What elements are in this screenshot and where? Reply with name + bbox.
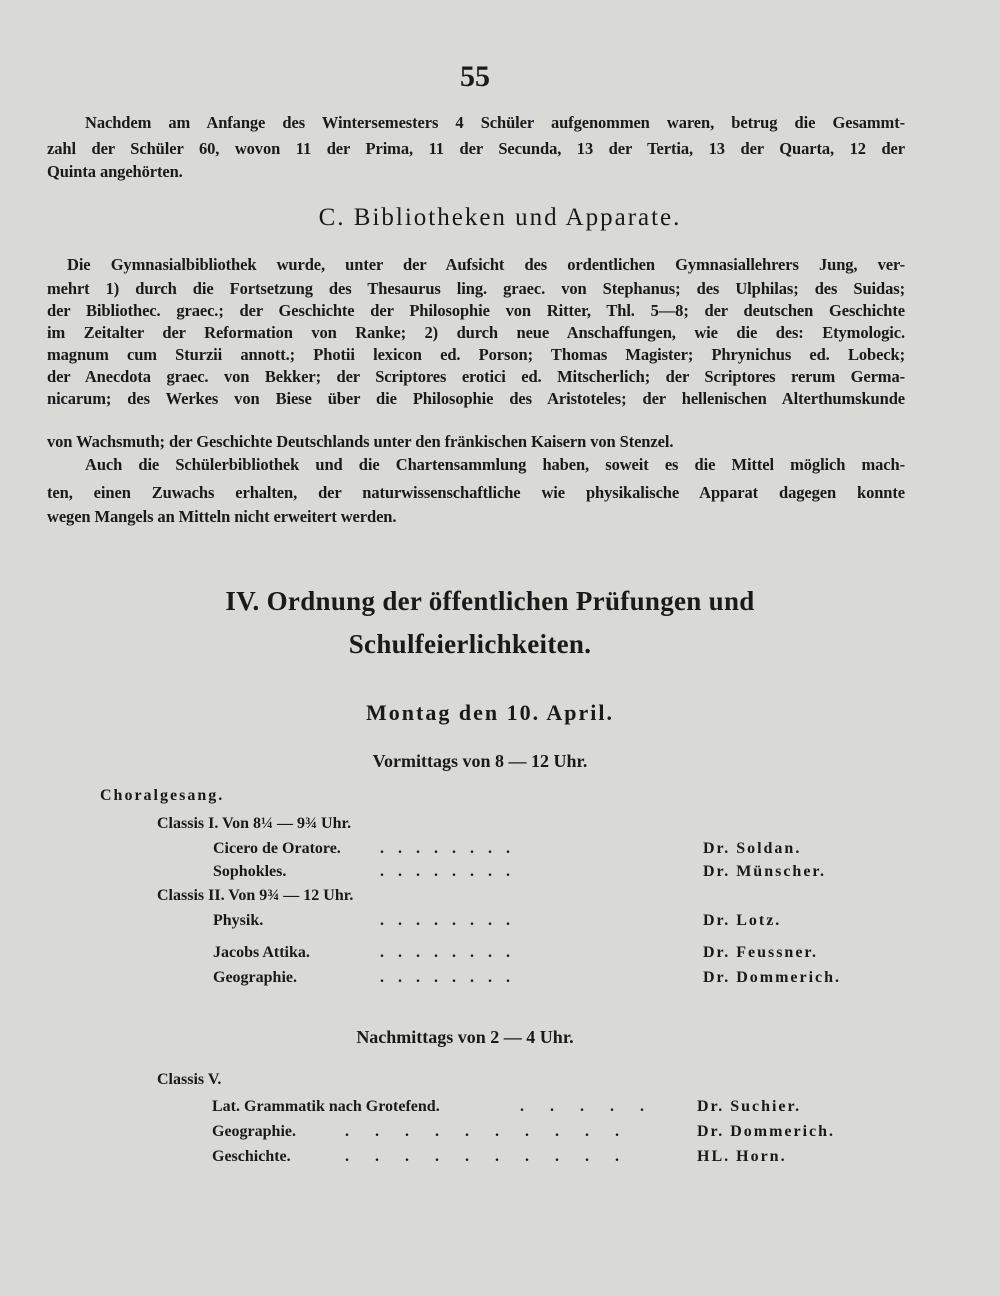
classis-5: Classis V. — [157, 1071, 222, 1088]
para2-line: der Bibliothec. graec.; der Geschichte der Philosophie von Ritter, Thl. 5—8; der deutschen Geschichte — [47, 301, 905, 320]
section-heading-c: C. Bibliotheken und Apparate. — [318, 204, 682, 231]
section-heading-iv-cont: Schulfeierlichkeiten. — [348, 629, 592, 659]
para2-line: von Wachsmuth; der Geschichte Deutschlands unter den fränkischen Kaisern von Stenzel. — [47, 432, 674, 451]
teacher: Dr. Suchier. — [697, 1098, 802, 1115]
teacher: Dr. Münscher. — [703, 863, 827, 880]
subject: Cicero de Oratore. — [213, 840, 341, 857]
teacher: Dr. Lotz. — [703, 912, 782, 929]
morning-heading: Vormittags von 8 — 12 Uhr. — [372, 751, 588, 771]
para1-line: Nachdem am Anfange des Wintersemesters 4 Schüler aufgenommen waren, betrug die Gesammt- — [85, 113, 905, 132]
leader-dots: ........ — [380, 969, 524, 986]
teacher: Dr. Dommerich. — [697, 1123, 836, 1140]
leader-dots: ........ — [380, 944, 524, 961]
leader-dots: ........ — [380, 863, 524, 880]
para2-line: Die Gymnasialbibliothek wurde, unter der Aufsicht des ordentlichen Gymnasiallehrers Jung, ver- — [67, 255, 905, 274]
afternoon-heading: Nachmittags von 2 — 4 Uhr. — [356, 1027, 574, 1047]
teacher: Dr. Soldan. — [703, 840, 802, 857]
subject: Geschichte. — [212, 1148, 291, 1165]
para2-line: der Anecdota graec. von Bekker; der Scriptores erotici ed. Mitscherlich; der Scriptores rerum Germa- — [47, 367, 905, 386]
subject: Physik. — [213, 912, 264, 929]
teacher: Dr. Feussner. — [703, 944, 819, 961]
para3-line: ten, einen Zuwachs erhalten, der naturwissenschaftliche wie physikalische Apparat dagegen konnte — [47, 483, 905, 502]
page-number: 55 — [460, 60, 490, 93]
subject: Lat. Grammatik nach Grotefend. — [212, 1098, 440, 1115]
leader-dots: .......... — [345, 1148, 645, 1165]
subject: Jacobs Attika. — [213, 944, 310, 961]
para2-line: magnum cum Sturzii annott.; Photii lexicon ed. Porson; Thomas Magister; Phrynichus ed. Lobeck; — [47, 345, 905, 364]
leader-dots: ........ — [380, 840, 524, 857]
leader-dots: ........ — [380, 912, 524, 929]
leader-dots: .......... — [345, 1123, 645, 1140]
classis-1: Classis I. Von 8¼ — 9¾ Uhr. — [157, 815, 352, 832]
subject: Sophokles. — [213, 863, 287, 880]
para2-line: nicarum; des Werkes von Biese über die Philosophie des Aristoteles; der hellenischen Alterthumskunde — [47, 389, 905, 408]
subject: Geographie. — [212, 1123, 296, 1140]
para2-line: im Zeitalter der Reformation von Ranke; 2) durch neue Anschaffungen, wie die des: Etymologic. — [47, 323, 905, 342]
para3-line: Auch die Schülerbibliothek und die Chartensammlung haben, soweit es die Mittel möglich mach- — [85, 455, 905, 474]
teacher: Dr. Dommerich. — [703, 969, 842, 986]
para2-line: mehrt 1) durch die Fortsetzung des Thesaurus ling. graec. von Stephanus; des Ulphilas; des Suidas; — [47, 279, 905, 298]
para3-line: wegen Mangels an Mitteln nicht erweitert werden. — [47, 507, 397, 526]
section-heading-iv: IV. Ordnung der öffentlichen Prüfungen und — [225, 586, 755, 616]
day-heading: Montag den 10. April. — [366, 700, 614, 725]
subject: Geographie. — [213, 969, 297, 986]
teacher: HL. Horn. — [697, 1148, 787, 1165]
classis-2: Classis II. Von 9¾ — 12 Uhr. — [157, 887, 354, 904]
leader-dots: ..... — [520, 1098, 670, 1115]
para1-line: zahl der Schüler 60, wovon 11 der Prima, 11 der Secunda, 13 der Tertia, 13 der Quarta, 12 der — [47, 139, 905, 158]
choral-label: Choralgesang. — [100, 787, 225, 804]
para1-line: Quinta angehörten. — [47, 162, 183, 181]
